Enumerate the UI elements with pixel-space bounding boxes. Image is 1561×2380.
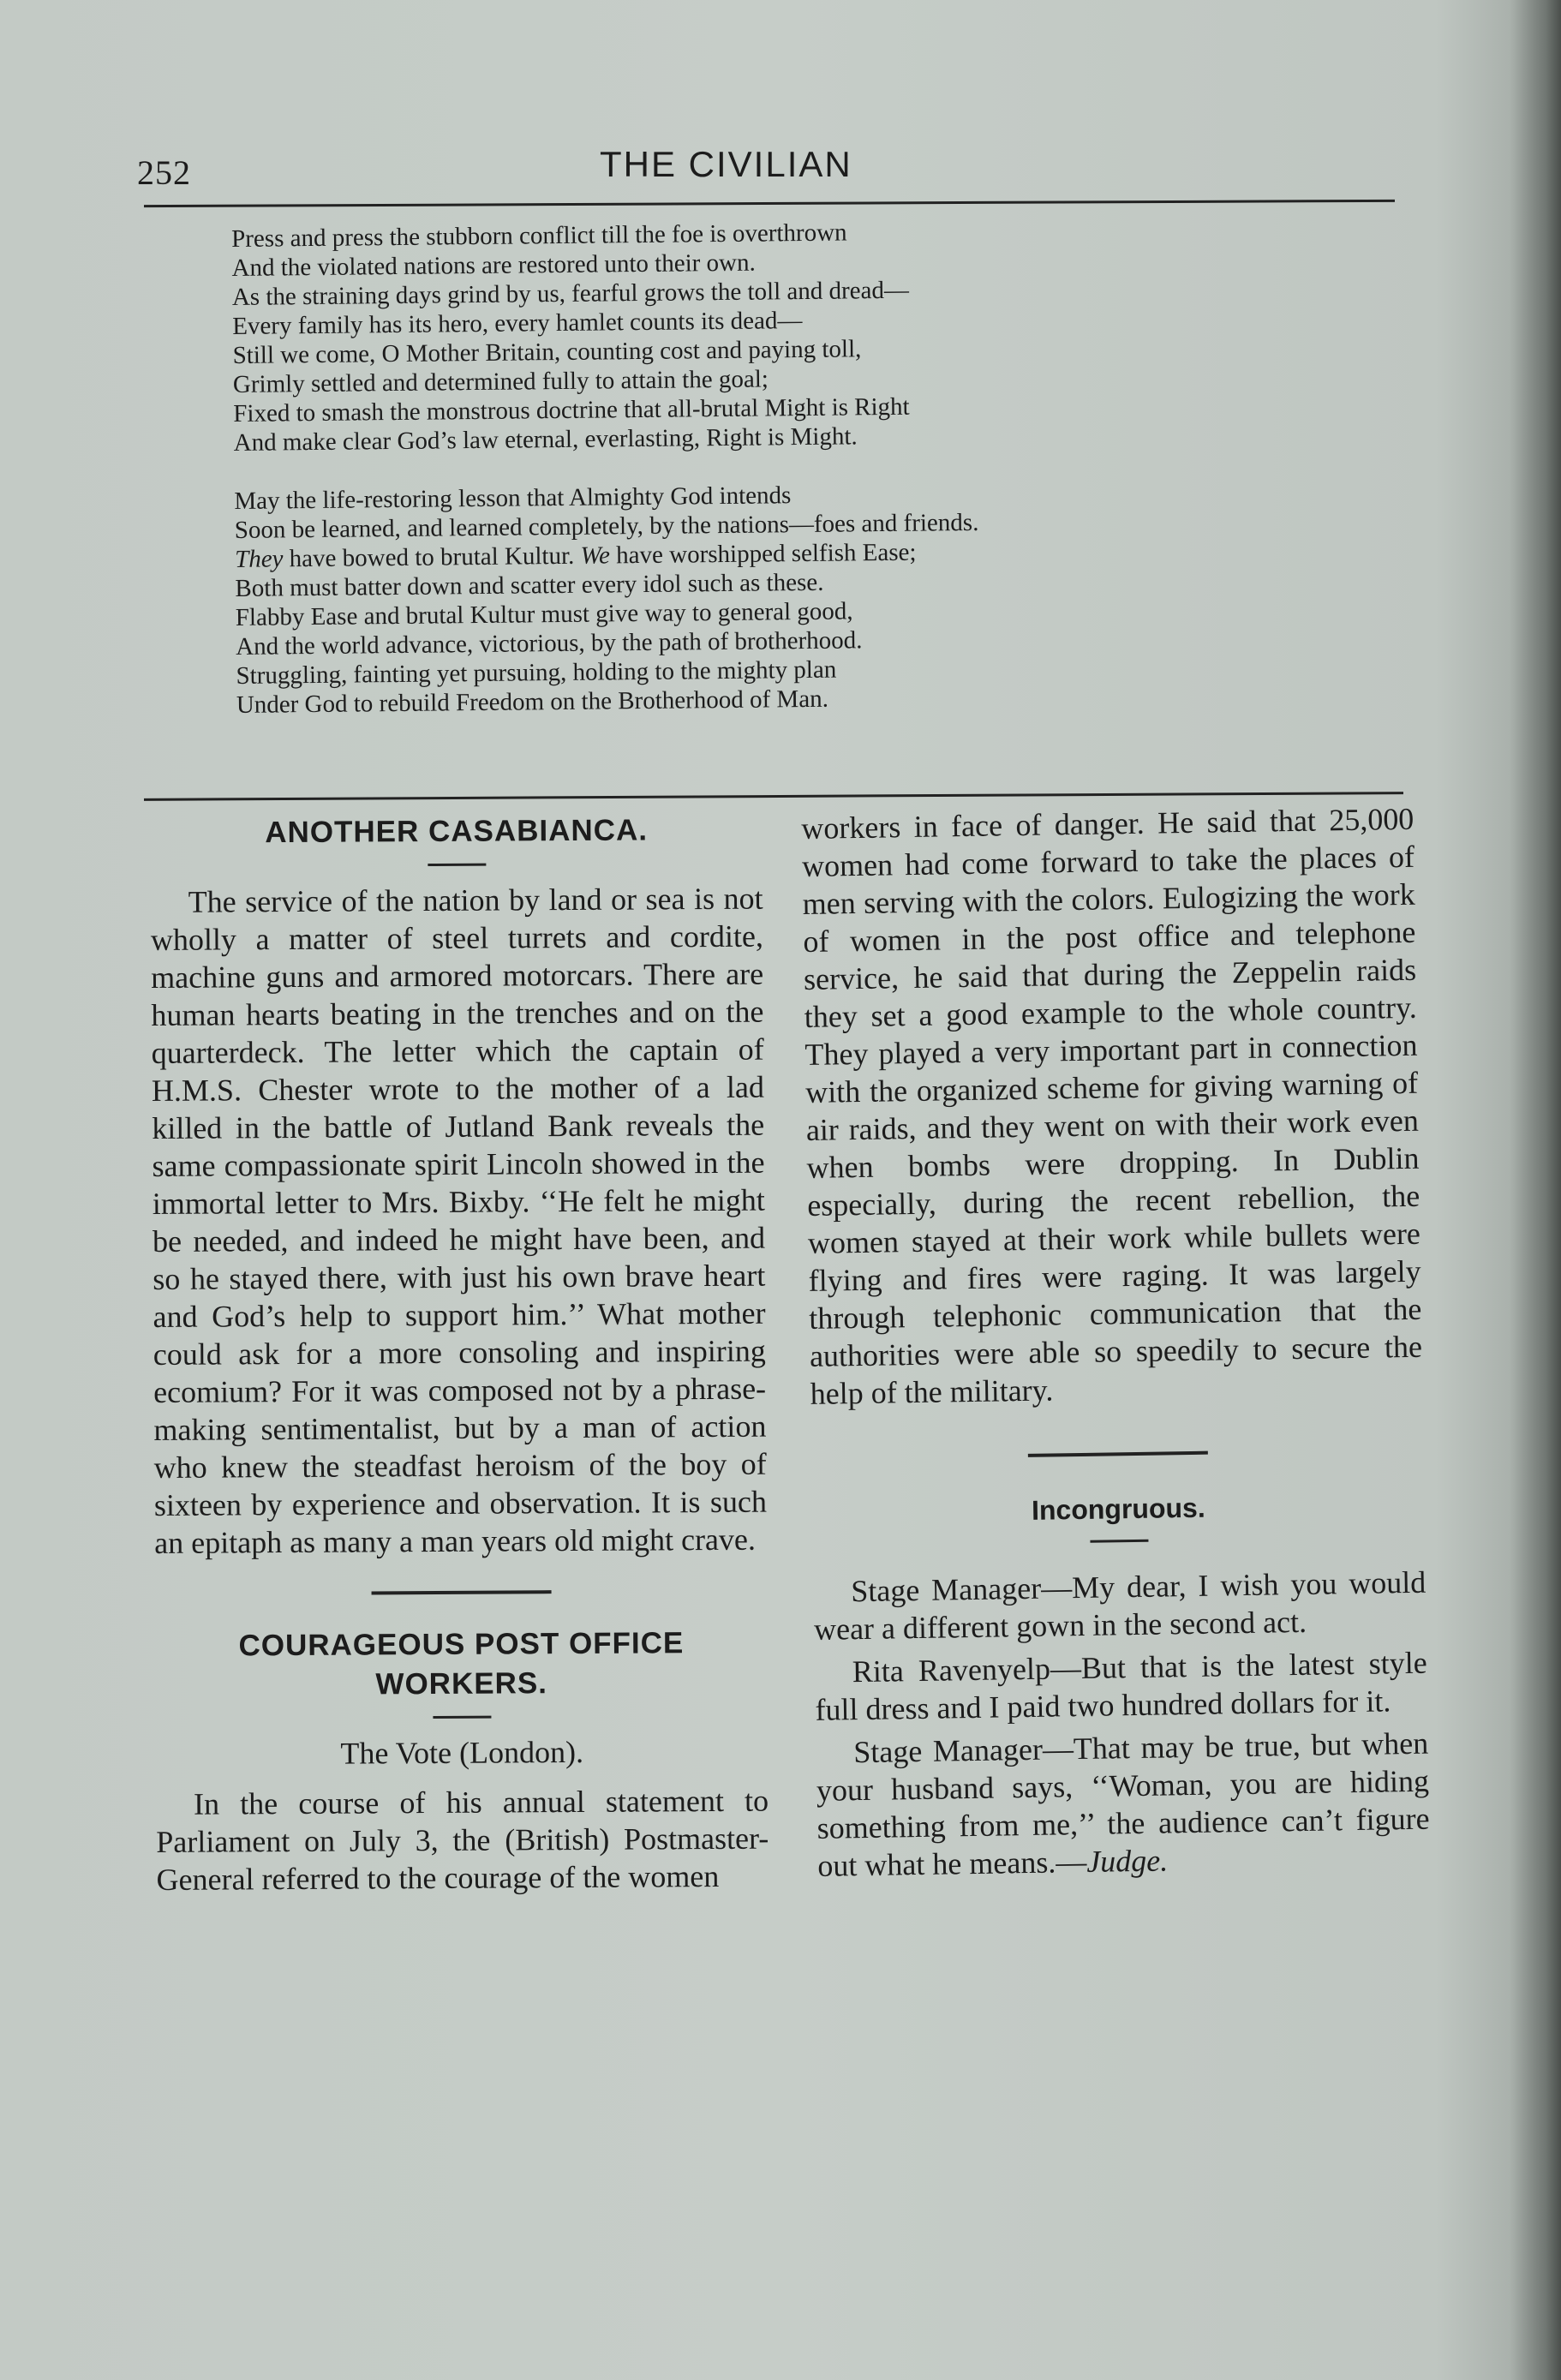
section-divider <box>371 1590 551 1594</box>
poem-line: Struggling, fainting yet pursuing, holding to the mighty plan <box>236 655 837 690</box>
poem-line: May the life-restoring lesson that Almighty God intends <box>234 481 792 515</box>
header-rule <box>144 200 1395 207</box>
title-rule <box>433 1716 491 1719</box>
poem-line: Press and press the stubborn conflict till the foe is overthrown <box>231 218 847 253</box>
poem-line: Fixed to smash the monstrous doctrine that all-brutal Might is Right <box>233 392 910 428</box>
poem-line: Every family has its hero, every hamlet counts its dead— <box>232 307 803 340</box>
poem-line-part: have bowed to brutal Kultur. <box>283 541 581 573</box>
quote-source: Judge. <box>1086 1843 1169 1879</box>
poem-stanza-2 <box>234 475 1350 720</box>
poem-stanza-1 <box>231 212 1348 457</box>
section-divider <box>1027 1451 1207 1457</box>
poem-line: Flabby Ease and brutal Kultur must give way to general good, <box>235 597 853 631</box>
article-title-line-1: COURAGEOUS POST OFFICE <box>238 1626 685 1663</box>
binding-shadow <box>1510 0 1561 2380</box>
dialogue-paragraph: Rita Ravenyelp—But that is the latest style full dress and I paid two hundred dollars for it. <box>815 1645 1428 1727</box>
dialogue-paragraph <box>816 1725 1431 1885</box>
article-title-line-2: WORKERS. <box>375 1666 548 1701</box>
poem-line: Grimly settled and determined fully to attain the goal; <box>232 365 769 398</box>
poem-italic-word: They <box>234 545 284 573</box>
article-title: ANOTHER CASABIANCA. <box>265 813 649 850</box>
poem-italic-word: We <box>580 541 611 570</box>
poem-line: Still we come, O Mother Britain, counting cost and paying toll, <box>232 335 862 369</box>
poem-line: Soon be learned, and learned completely, by the nations—foes and friends. <box>234 508 979 544</box>
poem <box>231 212 1350 749</box>
poem-line: Under God to rebuild Freedom on the Brotherhood of Man. <box>236 685 829 719</box>
article-title: Incongruous. <box>1031 1492 1205 1526</box>
poem-line: As the straining days grind by us, fearful grows the toll and dread— <box>231 276 910 311</box>
poem-line: And the violated nations are restored unto their own. <box>231 248 756 282</box>
title-rule <box>428 864 486 866</box>
poem-divider-rule <box>144 792 1403 801</box>
dialogue-text: Stage Manager—That may be true, but when your husband says, ‘‘Woman, you are hiding something from me,’’ the audience can’t figure out what he means.— <box>816 1725 1430 1883</box>
article-body: In the course of his annual statement to Parliament on July 3, the (British) Postmaster-General referred to the courage of the women <box>156 1783 769 1897</box>
poem-line: And make clear God’s law eternal, everlasting, Right is Might. <box>233 422 858 457</box>
dialogue-paragraph: Stage Manager—My dear, I wish you would wear a different gown in the second act. <box>813 1564 1426 1647</box>
title-rule <box>1090 1540 1148 1543</box>
incongruous-section <box>812 1486 1431 1885</box>
publication-title: THE CIVILIAN <box>600 144 852 184</box>
poem-line: And the world advance, victorious, by the path of brotherhood. <box>235 626 863 661</box>
poem-line: Both must batter down and scatter every idol such as these. <box>235 568 824 602</box>
article-source: The Vote (London). <box>340 1734 584 1771</box>
left-column <box>150 810 769 1899</box>
page-number: 252 <box>137 153 191 192</box>
poem-line-part: have worshipped selfish Ease; <box>609 538 917 570</box>
article-body-continued: workers in face of danger. He said that 25,000 women had come forward to take the places of men serving with the colors. Eulogizing the work of women in the post office and telephone service, he said that during the Zeppelin raids they set a good example to the whole country. They played a very important part in connection with the organized scheme for giving warning of air raids, and they went on with their work even when bombs were dropping. In Dublin especially, during the recent rebellion, the women stayed at their work while bullets were flying and fires were raging. It was largely through telephonic communication that the authorities were able so speedily to secure the help of the military. <box>801 801 1423 1411</box>
article-body: The service of the nation by land or sea is not wholly a matter of steel turrets and cordite, machine guns and armored motorcars. There are human hearts beating in the trenches and on the quarterdeck. The letter which the captain of H.M.S. Chester wrote to the mother of a lad killed in the battle of Jutland Bank reveals the same compassionate spirit Lincoln showed in the immortal letter to Mrs. Bixby. ‘‘He felt he might be needed, and indeed he might have been, and so he stayed there, with just his own brave heart and God’s help to support him.’’ What mother could ask for a more consoling and inspiring ecomium? For it was composed not by a phrase-making sentimentalist, but by a man of action who knew the steadfast heroism of the boy of sixteen by experience and observation. It is such an epitaph as many a man years old might crave. <box>150 881 768 1560</box>
right-column <box>801 800 1431 1890</box>
